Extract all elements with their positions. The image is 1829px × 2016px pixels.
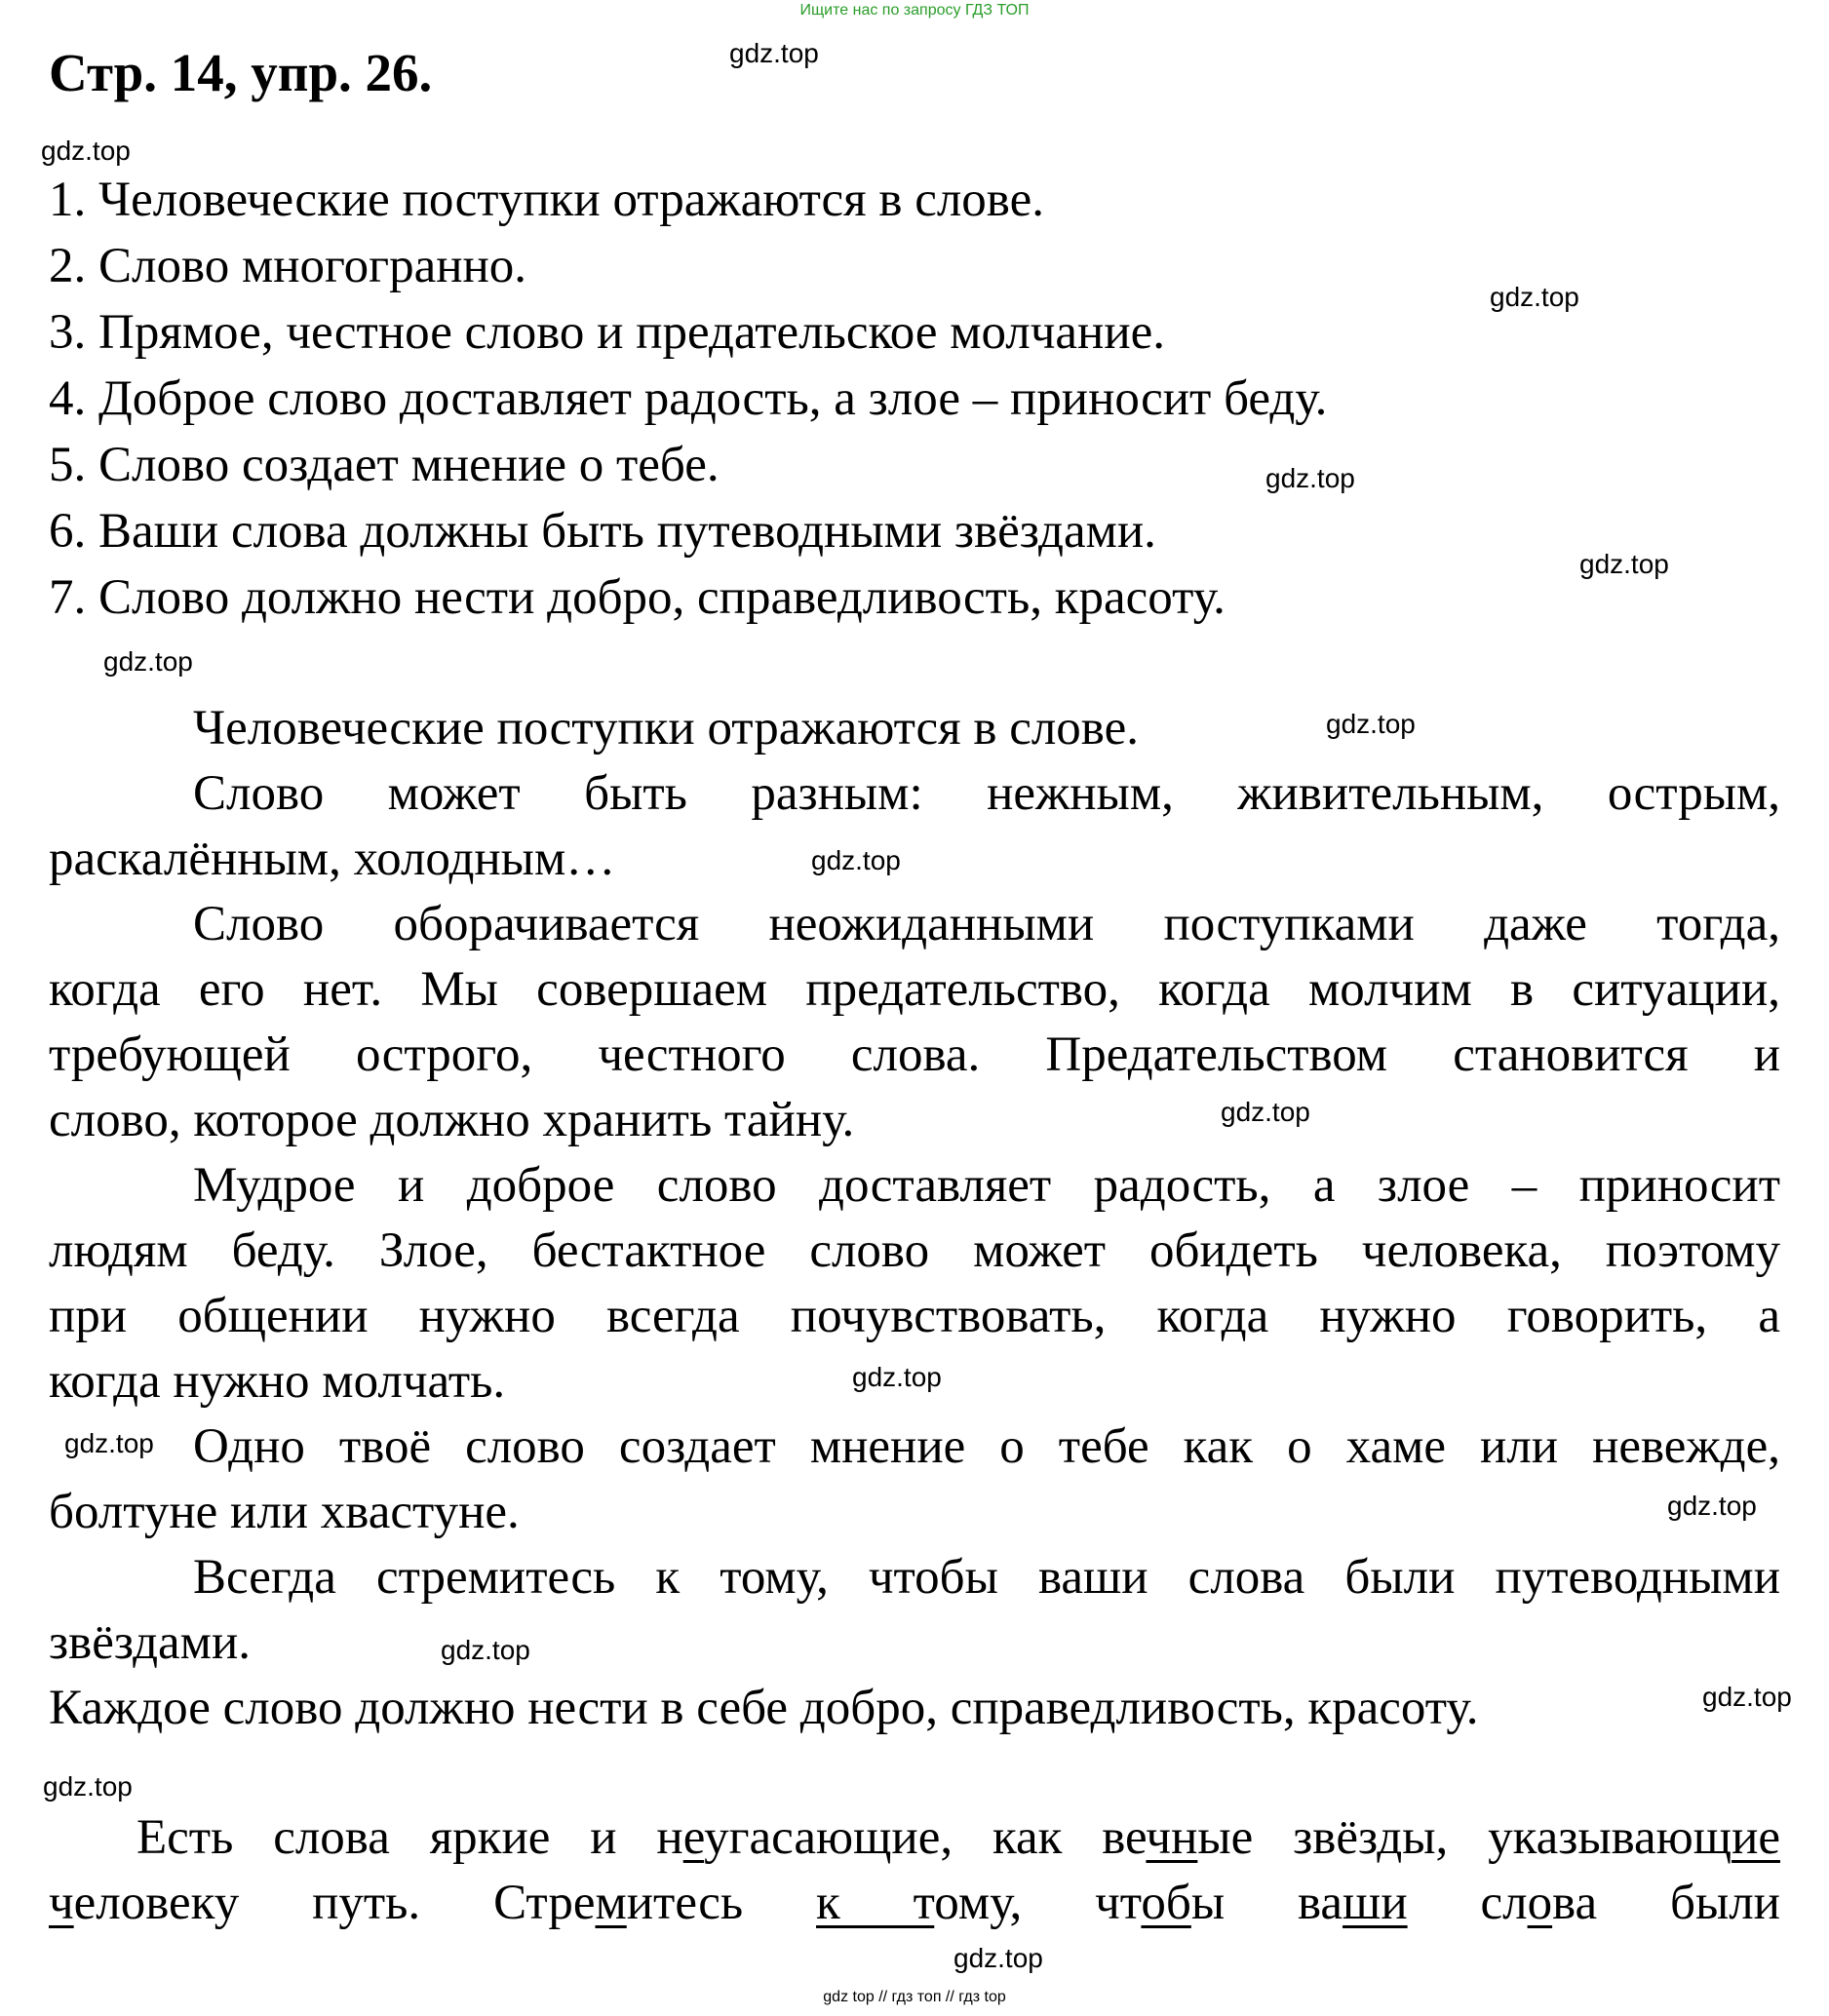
essay-p4-line1: Мудрое и доброе слово доставляет радость, а злое – приносит: [193, 1158, 1780, 1213]
dictation-line2: человеку путь. Стремитесь к тому, чтобы ваши слова были: [49, 1876, 1780, 1930]
top-banner: Ищите нас по запросу ГДЗ ТОП: [799, 2, 1030, 19]
essay-p4-line4: когда нужно молчать.: [49, 1354, 506, 1409]
watermark: gdz.top: [43, 1771, 133, 1802]
watermark: gdz.top: [1326, 709, 1416, 739]
watermark: gdz.top: [811, 845, 901, 875]
watermark: gdz.top: [1702, 1682, 1792, 1712]
list-item-3: 3. Прямое, честное слово и предательское молчание.: [49, 305, 1166, 360]
essay-p6-line2: звёздами.: [49, 1615, 251, 1670]
essay-p5-line2: болтуне или хвастуне.: [49, 1485, 520, 1539]
essay-p1: Человеческие поступки отражаются в слове.: [193, 701, 1139, 756]
watermark: gdz.top: [64, 1428, 154, 1458]
essay-p5-line1: Одно твоё слово создает мнение о тебе как о хаме или невежде,: [193, 1419, 1780, 1474]
watermark: gdz.top: [41, 136, 131, 166]
watermark: gdz.top: [103, 646, 193, 677]
essay-p6-line1: Всегда стремитесь к тому, чтобы ваши слова были путеводными: [193, 1550, 1780, 1605]
essay-p3-line4: слово, которое должно хранить тайну.: [49, 1093, 855, 1147]
essay-p3-line2: когда его нет. Мы совершаем предательство, когда молчим в ситуации,: [49, 962, 1780, 1017]
list-item-2: 2. Слово многогранно.: [49, 239, 527, 293]
essay-p4-line3: при общении нужно всегда почувствовать, когда нужно говорить, а: [49, 1289, 1780, 1343]
dictation-line1: Есть слова яркие и неугасающие, как вечные звёзды, указывающие: [136, 1810, 1780, 1865]
watermark: gdz.top: [852, 1362, 942, 1392]
list-item-6: 6. Ваши слова должны быть путеводными звёздами.: [49, 504, 1156, 559]
essay-p7: Каждое слово должно нести в себе добро, справедливость, красоту.: [49, 1681, 1479, 1735]
watermark: gdz.top: [1667, 1491, 1757, 1521]
page-title: Стр. 14, упр. 26.: [49, 43, 433, 102]
list-item-4: 4. Доброе слово доставляет радость, а злое – приносит беду.: [49, 371, 1328, 426]
watermark: gdz.top: [1221, 1097, 1310, 1127]
essay-p3-line3: требующей острого, честного слова. Предательством становится и: [49, 1027, 1780, 1082]
list-item-7: 7. Слово должно нести добро, справедливость, красоту.: [49, 570, 1226, 625]
essay-p2-line1: Слово может быть разным: нежным, живительным, острым,: [193, 766, 1780, 821]
watermark: gdz.top: [1265, 463, 1355, 493]
watermark: gdz.top: [441, 1635, 530, 1665]
watermark: gdz.top: [729, 38, 819, 68]
watermark: gdz.top: [1490, 282, 1579, 312]
list-item-5: 5. Слово создает мнение о тебе.: [49, 438, 720, 492]
watermark: gdz.top: [953, 1943, 1043, 1973]
footer: gdz top // гдз топ // гдз top: [823, 1989, 1006, 2005]
list-item-1: 1. Человеческие поступки отражаются в слове.: [49, 173, 1044, 227]
essay-p2-line2: раскалённым, холодным…: [49, 832, 616, 886]
watermark: gdz.top: [1579, 549, 1669, 579]
essay-p4-line2: людям беду. Злое, бестактное слово может обидеть человека, поэтому: [49, 1223, 1780, 1278]
essay-p3-line1: Слово оборачивается неожиданными поступками даже тогда,: [193, 897, 1780, 951]
